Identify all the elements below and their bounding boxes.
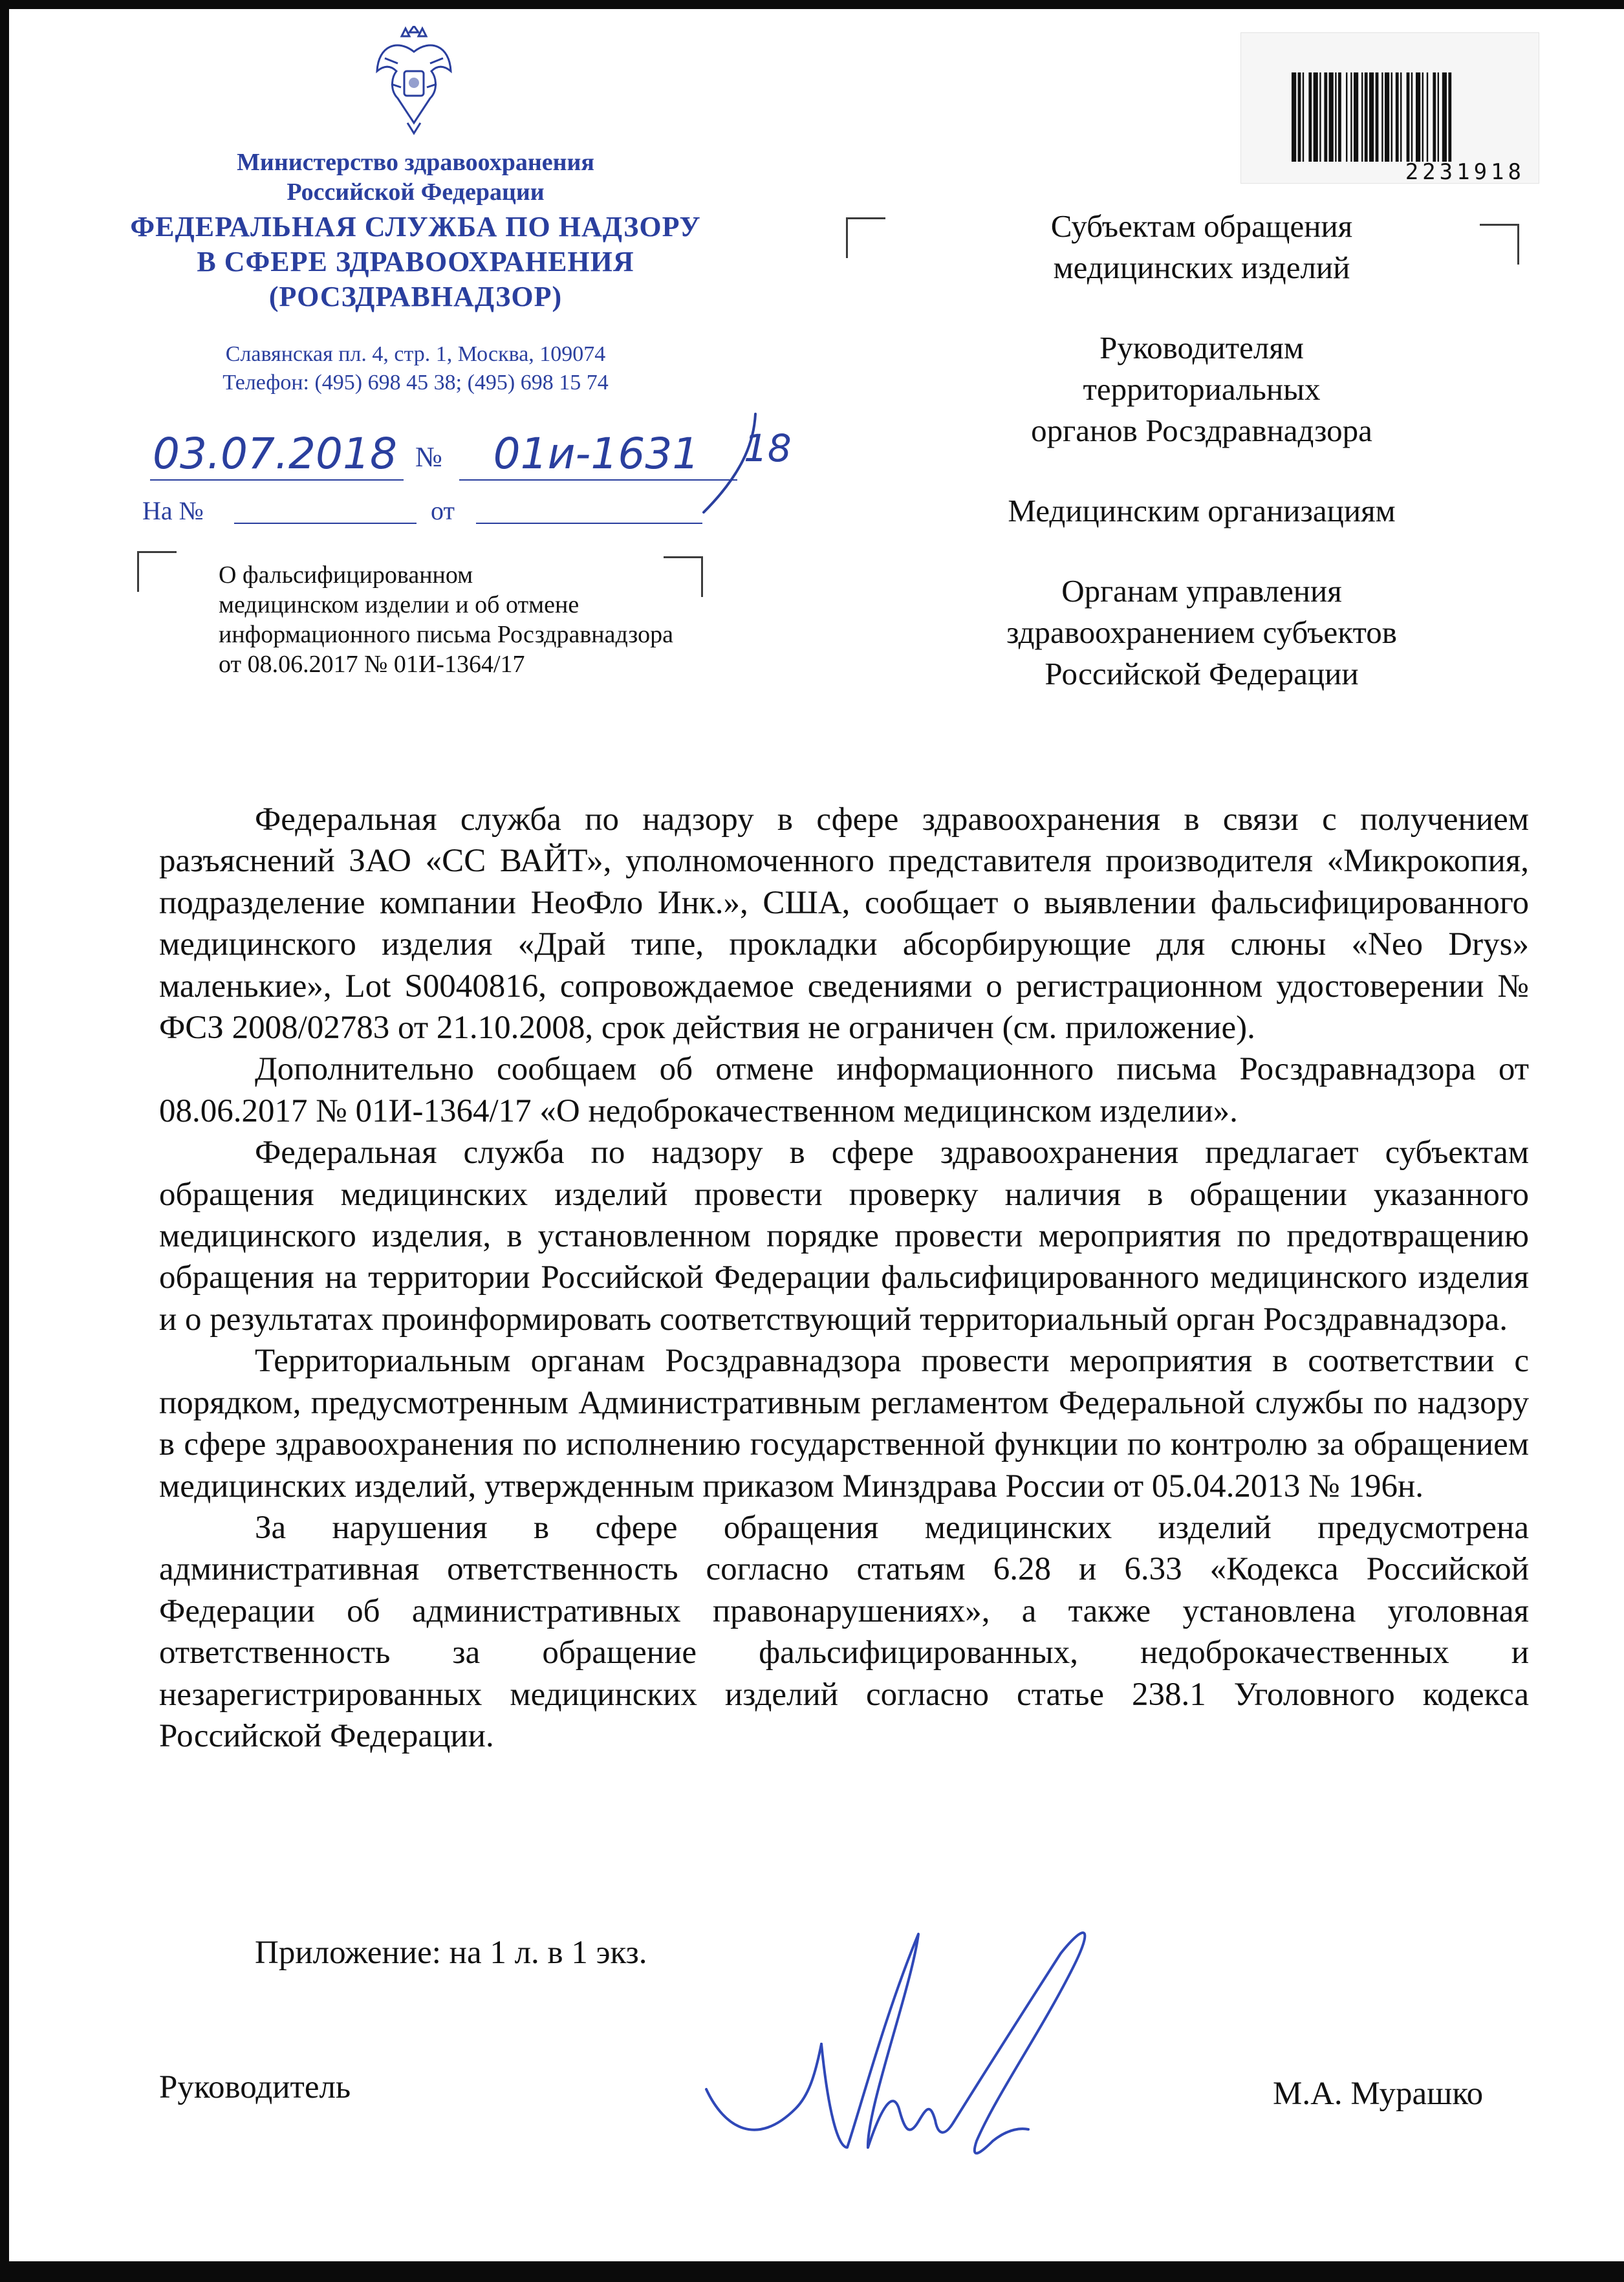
body-paragraph-3: Федеральная служба по надзору в сфере здравоохранения предлагает субъектам обращения медицинских изделий провести проверку наличия в обращении указанного медицинского изделия, в установленном порядке провести мероприятия по предотвращению обращения на территории Российской Федерации фальсифицированного медицинского изделия и о результатах проинформировать соответствующий территориальный орган Росздравнадзора.	[159, 1135, 1529, 1338]
barcode	[1292, 72, 1489, 162]
service-name	[97, 210, 734, 314]
barcode-number: 2231918	[1405, 159, 1525, 185]
attachment-note: Приложение: на 1 л. в 1 экз.	[255, 1935, 647, 1971]
barcode-bar	[1376, 72, 1379, 162]
recipient-4-line-2: здравоохранением субъектов	[1006, 614, 1397, 650]
barcode-bar	[1385, 72, 1389, 162]
body-paragraph-2: Дополнительно сообщаем об отмене информационного письма Росздравнадзора от 08.06.2017 № 01И-1364/17 «О недоброкачественном медицинском изделии».	[159, 1051, 1529, 1129]
body-paragraph-1: Федеральная служба по надзору в сфере здравоохранения в связи с получением разъяснений ЗАО «СС ВАЙТ», уполномоченного представителя производителя «Микрокопия, подразделение компании НеоФло Инк.», США, сообщает о выявлении фальсифицированного медицинского изделия «Драй типе, прокладки абсорбирующие для слюны «Neo Drys» маленькие», Lot S0040816, сопровождаемое сведениями о регистрационном удостоверении № ФСЗ 2008/02783 от 21.10.2008, срок действия не ограничен (см. приложение).	[159, 801, 1529, 1047]
letter-body	[159, 799, 1529, 1757]
barcode-bar	[1350, 72, 1352, 162]
barcode-bar	[1303, 72, 1304, 162]
date-underline	[150, 479, 404, 481]
recipients-block	[956, 206, 1447, 734]
reply-from-label: от	[431, 496, 455, 525]
address-line: Славянская пл. 4, стр. 1, Москва, 109074	[225, 342, 606, 366]
address-block	[97, 340, 734, 397]
subject-line-2: медицинском изделии и об отмене	[219, 591, 579, 618]
subject-bracket-left	[137, 551, 177, 592]
barcode-bar	[1442, 72, 1447, 162]
barcode-bar	[1365, 72, 1368, 162]
barcode-bar	[1298, 72, 1301, 162]
barcode-bar	[1411, 72, 1413, 162]
recipient-4	[956, 570, 1447, 695]
barcode-bar	[1329, 72, 1334, 162]
registration-date: 03.07.2018	[153, 429, 397, 479]
body-paragraph-4: Территориальным органам Росздравнадзора провести мероприятия в соответствии с порядком, предусмотренным Административным регламентом Федеральной службы по надзору в сфере здравоохранения по исполнению государственной функции по контролю за обращением медицинских изделий, утвержденным приказом Минздрава России от 05.04.2013 № 196н.	[159, 1343, 1529, 1505]
barcode-bar	[1400, 72, 1402, 162]
barcode-bar	[1335, 72, 1336, 162]
reply-to-label: На №	[142, 496, 204, 525]
barcode-bar	[1438, 72, 1439, 162]
barcode-bar	[1324, 72, 1327, 162]
barcode-bar	[1338, 72, 1341, 162]
barcode-bar	[1396, 72, 1399, 162]
recipient-2-line-1: Руководителям	[1099, 330, 1304, 365]
signer-name: М.А. Мурашко	[1273, 2076, 1484, 2112]
registration-number: 01и-1631	[493, 429, 700, 479]
barcode-bar	[1416, 72, 1420, 162]
ministry-line-1: Министерство здравоохранения	[237, 149, 594, 176]
barcode-bar	[1319, 72, 1321, 162]
ministry-name	[97, 147, 734, 207]
recipient-1	[956, 206, 1447, 288]
body-paragraph-5: За нарушения в сфере обращения медицинских изделий предусмотрена административная ответственность согласно статьям 6.28 и 6.33 «Кодекса Российской Федерации об административных правонарушениях», а также установлена уголовная ответственность за обращение фальсифицированных, недоброкачественных и незарегистрированных медицинских изделий согласно статье 238.1 Уголовного кодекса Российской Федерации.	[159, 1509, 1529, 1754]
barcode-bar	[1308, 72, 1312, 162]
recipient-2-line-3: органов Росздравнадзора	[1031, 413, 1372, 448]
scan-border-top	[0, 0, 1624, 9]
reply-from-date-line	[476, 523, 702, 524]
subject-line-4: от 08.06.2017 № 01И-1364/17	[219, 651, 525, 678]
barcode-bar	[1354, 72, 1358, 162]
barcode-bar	[1427, 72, 1428, 162]
signer-role: Руководитель	[159, 2069, 351, 2105]
recipient-2-line-2: территориальных	[1083, 371, 1321, 407]
barcode-bar	[1407, 72, 1410, 162]
barcode-bar	[1314, 72, 1318, 162]
handwritten-signature-icon	[698, 1915, 1190, 2199]
address-bracket-left	[846, 217, 885, 258]
barcode-bar	[1448, 72, 1451, 162]
recipient-1-line-1: Субъектам обращения	[1050, 208, 1353, 244]
number-sign: №	[415, 441, 442, 473]
ministry-line-2: Российской Федерации	[287, 179, 545, 206]
service-line-1: ФЕДЕРАЛЬНАЯ СЛУЖБА ПО НАДЗОРУ	[130, 211, 701, 243]
service-line-3: (РОСЗДРАВНАДЗОР)	[268, 281, 563, 312]
barcode-bar	[1391, 72, 1392, 162]
recipient-4-line-3: Российской Федерации	[1045, 656, 1359, 691]
subject-line-3: информационного письма Росздравнадзора	[219, 621, 673, 648]
barcode-bar	[1369, 72, 1374, 162]
scan-border-left	[0, 0, 9, 2282]
handwritten-slash-icon	[692, 411, 770, 515]
state-emblem-icon	[372, 26, 456, 136]
recipient-4-line-1: Органам управления	[1061, 573, 1342, 609]
reply-to-number-line	[234, 523, 417, 524]
recipient-1-line-2: медицинских изделий	[1053, 250, 1350, 285]
subject-line-1: О фальсифицированном	[219, 561, 473, 589]
barcode-bar	[1361, 72, 1363, 162]
service-line-2: В СФЕРЕ ЗДРАВООХРАНЕНИЯ	[197, 246, 634, 277]
recipient-3	[956, 490, 1447, 532]
registration-number-suffix: 18	[744, 426, 792, 470]
barcode-bar	[1433, 72, 1436, 162]
recipient-2	[956, 327, 1447, 451]
recipient-3-line-1: Медицинским организациям	[1008, 493, 1396, 528]
barcode-bar	[1292, 72, 1296, 162]
scan-border-bottom	[0, 2261, 1624, 2282]
address-bracket-right	[1480, 224, 1519, 265]
barcode-bar	[1422, 72, 1424, 162]
letter-subject	[219, 560, 749, 679]
phone-line: Телефон: (495) 698 45 38; (495) 698 15 74	[222, 371, 609, 395]
barcode-bar	[1346, 72, 1347, 162]
barcode-bar	[1381, 72, 1383, 162]
